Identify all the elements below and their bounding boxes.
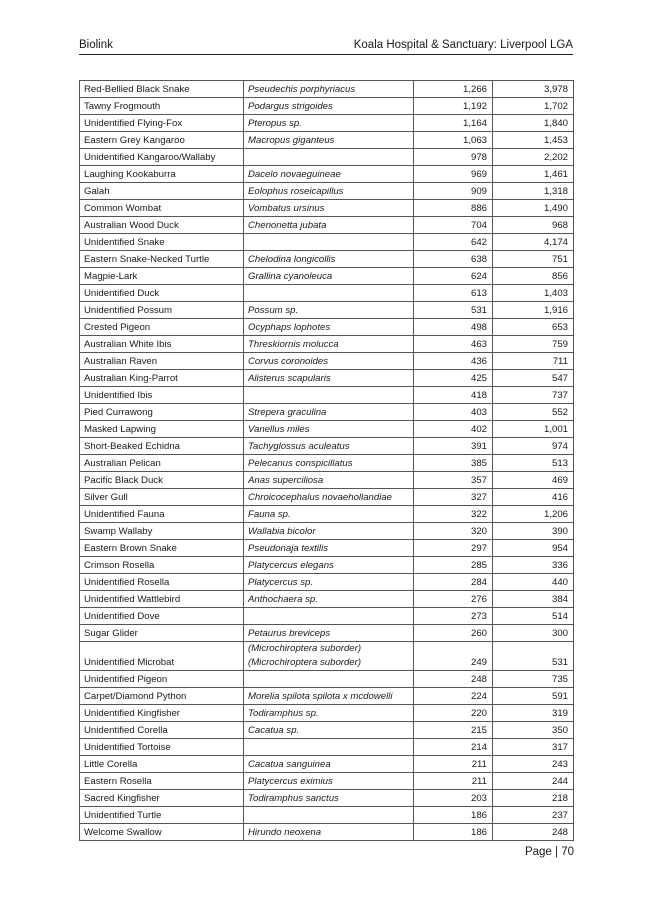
common-name-cell: Red-Bellied Black Snake [80, 81, 244, 98]
count-cell: 1,840 [493, 115, 574, 132]
count-cell: 276 [414, 591, 493, 608]
common-name-cell: Eastern Grey Kangaroo [80, 132, 244, 149]
count-cell: 320 [414, 523, 493, 540]
scientific-name-cell: Chenonetta jubata [244, 217, 414, 234]
common-name-cell: Carpet/Diamond Python [80, 688, 244, 705]
count-cell: 968 [493, 217, 574, 234]
table-row [80, 756, 574, 773]
table-row [80, 166, 574, 183]
table-row [80, 574, 574, 591]
table-row [80, 506, 574, 523]
count-cell: 624 [414, 268, 493, 285]
scientific-name-cell: Cacatua sanguinea [244, 756, 414, 773]
count-cell: 357 [414, 472, 493, 489]
scientific-name-cell: Vombatus ursinus [244, 200, 414, 217]
count-cell: 531 [414, 302, 493, 319]
scientific-name-cell: Strepera graculina [244, 404, 414, 421]
count-cell: 425 [414, 370, 493, 387]
table-row [80, 336, 574, 353]
common-name-cell: Unidentified Turtle [80, 807, 244, 824]
common-name-cell: Common Wombat [80, 200, 244, 217]
table-row [80, 722, 574, 739]
scientific-name-cell: Macropus giganteus [244, 132, 414, 149]
count-cell: 759 [493, 336, 574, 353]
scientific-name-cell: Possum sp. [244, 302, 414, 319]
count-cell: 1,266 [414, 81, 493, 98]
count-cell: 273 [414, 608, 493, 625]
count-cell: 1,192 [414, 98, 493, 115]
page-header [79, 38, 573, 55]
count-cell: 403 [414, 404, 493, 421]
page-number: Page | 70 [524, 846, 574, 858]
common-name-cell: Galah [80, 183, 244, 200]
scientific-name-cell [244, 739, 414, 756]
common-name-cell: Unidentified Dove [80, 608, 244, 625]
count-cell: 214 [414, 739, 493, 756]
count-cell: 203 [414, 790, 493, 807]
count-cell: 237 [493, 807, 574, 824]
count-cell: 3,978 [493, 81, 574, 98]
common-name-cell: Silver Gull [80, 489, 244, 506]
count-cell: 1,001 [493, 421, 574, 438]
count-cell: 2,202 [493, 149, 574, 166]
table-row [80, 824, 574, 841]
scientific-name-cell: Grallina cyanoleuca [244, 268, 414, 285]
scientific-name-cell [244, 671, 414, 688]
count-cell: 350 [493, 722, 574, 739]
count-cell: 249 [414, 642, 493, 671]
count-cell: 638 [414, 251, 493, 268]
table-row [80, 642, 574, 671]
scientific-name-cell: Alisterus scapularis [244, 370, 414, 387]
scientific-name-cell: Anas superciliosa [244, 472, 414, 489]
scientific-name-cell [244, 608, 414, 625]
table-row [80, 251, 574, 268]
table-row [80, 387, 574, 404]
table-row [80, 132, 574, 149]
common-name-cell: Swamp Wallaby [80, 523, 244, 540]
table-row [80, 688, 574, 705]
count-cell: 498 [414, 319, 493, 336]
count-cell: 547 [493, 370, 574, 387]
count-cell: 711 [493, 353, 574, 370]
header-report-title: Koala Hospital & Sanctuary: Liverpool LGA [353, 39, 573, 51]
common-name-cell: Masked Lapwing [80, 421, 244, 438]
scientific-name-cell: Hirundo neoxena [244, 824, 414, 841]
scientific-name-cell: Todiramphus sp. [244, 705, 414, 722]
scientific-name-cell: Wallabia bicolor [244, 523, 414, 540]
count-cell: 390 [493, 523, 574, 540]
count-cell: 1,403 [493, 285, 574, 302]
scientific-name-cell: Pelecanus conspicillatus [244, 455, 414, 472]
count-cell: 969 [414, 166, 493, 183]
common-name-cell: Crimson Rosella [80, 557, 244, 574]
count-cell: 1,164 [414, 115, 493, 132]
table-row [80, 790, 574, 807]
scientific-name-cell: Chroicocephalus novaehollandiae [244, 489, 414, 506]
count-cell: 591 [493, 688, 574, 705]
common-name-cell: Eastern Rosella [80, 773, 244, 790]
common-name-cell: Unidentified Microbat [80, 642, 244, 671]
count-cell: 613 [414, 285, 493, 302]
common-name-cell: Pied Currawong [80, 404, 244, 421]
count-cell: 244 [493, 773, 574, 790]
count-cell: 440 [493, 574, 574, 591]
count-cell: 297 [414, 540, 493, 557]
common-name-cell: Unidentified Duck [80, 285, 244, 302]
common-name-cell: Australian Wood Duck [80, 217, 244, 234]
scientific-name-cell: (Microchiroptera suborder) (Microchiroptera suborder) [244, 642, 414, 671]
count-cell: 300 [493, 625, 574, 642]
scientific-name-cell: Todiramphus sanctus [244, 790, 414, 807]
table-row [80, 234, 574, 251]
table-row [80, 472, 574, 489]
table-row [80, 739, 574, 756]
count-cell: 514 [493, 608, 574, 625]
count-cell: 886 [414, 200, 493, 217]
count-cell: 856 [493, 268, 574, 285]
count-cell: 751 [493, 251, 574, 268]
scientific-name-cell: Tachyglossus aculeatus [244, 438, 414, 455]
count-cell: 954 [493, 540, 574, 557]
table-row [80, 671, 574, 688]
count-cell: 978 [414, 149, 493, 166]
table-row [80, 625, 574, 642]
common-name-cell: Magpie-Lark [80, 268, 244, 285]
count-cell: 186 [414, 824, 493, 841]
table-row [80, 807, 574, 824]
common-name-cell: Unidentified Ibis [80, 387, 244, 404]
count-cell: 336 [493, 557, 574, 574]
scientific-name-cell: Pteropus sp. [244, 115, 414, 132]
table-row [80, 540, 574, 557]
common-name-cell: Unidentified Tortoise [80, 739, 244, 756]
common-name-cell: Australian White Ibis [80, 336, 244, 353]
scientific-name-cell: Petaurus breviceps [244, 625, 414, 642]
count-cell: 248 [414, 671, 493, 688]
table-row [80, 404, 574, 421]
count-cell: 260 [414, 625, 493, 642]
count-cell: 1,453 [493, 132, 574, 149]
table-row [80, 353, 574, 370]
count-cell: 218 [493, 790, 574, 807]
table-row [80, 268, 574, 285]
table-row [80, 81, 574, 98]
count-cell: 735 [493, 671, 574, 688]
scientific-name-cell: Anthochaera sp. [244, 591, 414, 608]
scientific-name-cell [244, 285, 414, 302]
count-cell: 531 [493, 642, 574, 671]
common-name-cell: Little Corella [80, 756, 244, 773]
table-row [80, 319, 574, 336]
count-cell: 552 [493, 404, 574, 421]
table-row [80, 438, 574, 455]
table-row [80, 557, 574, 574]
count-cell: 391 [414, 438, 493, 455]
table-row [80, 98, 574, 115]
scientific-name-cell: Morelia spilota spilota x mcdowelli [244, 688, 414, 705]
table-row [80, 302, 574, 319]
count-cell: 211 [414, 773, 493, 790]
count-cell: 1,702 [493, 98, 574, 115]
table-row [80, 370, 574, 387]
count-cell: 243 [493, 756, 574, 773]
common-name-cell: Australian King-Parrot [80, 370, 244, 387]
table-row [80, 183, 574, 200]
count-cell: 4,174 [493, 234, 574, 251]
count-cell: 653 [493, 319, 574, 336]
table-row [80, 523, 574, 540]
scientific-name-cell [244, 387, 414, 404]
count-cell: 215 [414, 722, 493, 739]
scientific-name-cell: Threskiornis molucca [244, 336, 414, 353]
common-name-cell: Unidentified Flying-Fox [80, 115, 244, 132]
scientific-name-cell: Platycercus eximius [244, 773, 414, 790]
common-name-cell: Unidentified Corella [80, 722, 244, 739]
count-cell: 513 [493, 455, 574, 472]
count-cell: 463 [414, 336, 493, 353]
count-cell: 224 [414, 688, 493, 705]
count-cell: 436 [414, 353, 493, 370]
count-cell: 974 [493, 438, 574, 455]
common-name-cell: Sacred Kingfisher [80, 790, 244, 807]
table-row [80, 455, 574, 472]
count-cell: 322 [414, 506, 493, 523]
common-name-cell: Sugar Glider [80, 625, 244, 642]
common-name-cell: Eastern Snake-Necked Turtle [80, 251, 244, 268]
common-name-cell: Laughing Kookaburra [80, 166, 244, 183]
count-cell: 1,916 [493, 302, 574, 319]
count-cell: 402 [414, 421, 493, 438]
count-cell: 704 [414, 217, 493, 234]
scientific-name-cell: Chelodina longicollis [244, 251, 414, 268]
common-name-cell: Unidentified Pigeon [80, 671, 244, 688]
count-cell: 1,490 [493, 200, 574, 217]
count-cell: 211 [414, 756, 493, 773]
count-cell: 418 [414, 387, 493, 404]
count-cell: 1,206 [493, 506, 574, 523]
count-cell: 186 [414, 807, 493, 824]
table-row [80, 608, 574, 625]
count-cell: 384 [493, 591, 574, 608]
count-cell: 909 [414, 183, 493, 200]
scientific-name-cell: Podargus strigoides [244, 98, 414, 115]
common-name-cell: Eastern Brown Snake [80, 540, 244, 557]
count-cell: 327 [414, 489, 493, 506]
scientific-name-cell: Pseudonaja textilis [244, 540, 414, 557]
count-cell: 1,063 [414, 132, 493, 149]
count-cell: 248 [493, 824, 574, 841]
common-name-cell: Pacific Black Duck [80, 472, 244, 489]
fauna-records-table [79, 80, 574, 841]
count-cell: 642 [414, 234, 493, 251]
table-row [80, 773, 574, 790]
common-name-cell: Unidentified Kangaroo/Wallaby [80, 149, 244, 166]
table-row [80, 421, 574, 438]
count-cell: 1,461 [493, 166, 574, 183]
scientific-name-cell: Ocyphaps lophotes [244, 319, 414, 336]
scientific-name-cell: Platycercus elegans [244, 557, 414, 574]
common-name-cell: Australian Pelican [80, 455, 244, 472]
count-cell: 385 [414, 455, 493, 472]
common-name-cell: Unidentified Fauna [80, 506, 244, 523]
scientific-name-cell: Platycercus sp. [244, 574, 414, 591]
count-cell: 319 [493, 705, 574, 722]
common-name-cell: Crested Pigeon [80, 319, 244, 336]
header-org: Biolink [79, 39, 113, 51]
fauna-table-body [80, 81, 574, 841]
scientific-name-cell: Pseudechis porphyriacus [244, 81, 414, 98]
count-cell: 469 [493, 472, 574, 489]
table-row [80, 285, 574, 302]
scientific-name-cell [244, 234, 414, 251]
count-cell: 284 [414, 574, 493, 591]
common-name-cell: Tawny Frogmouth [80, 98, 244, 115]
count-cell: 416 [493, 489, 574, 506]
scientific-name-cell [244, 807, 414, 824]
common-name-cell: Unidentified Snake [80, 234, 244, 251]
scientific-name-cell [244, 149, 414, 166]
common-name-cell: Unidentified Rosella [80, 574, 244, 591]
table-row [80, 489, 574, 506]
table-row [80, 705, 574, 722]
count-cell: 737 [493, 387, 574, 404]
count-cell: 220 [414, 705, 493, 722]
count-cell: 317 [493, 739, 574, 756]
scientific-name-cell: Dacelo novaeguineae [244, 166, 414, 183]
table-row [80, 217, 574, 234]
common-name-cell: Unidentified Wattlebird [80, 591, 244, 608]
common-name-cell: Unidentified Kingfisher [80, 705, 244, 722]
scientific-name-cell: Vanellus miles [244, 421, 414, 438]
scientific-name-cell: Fauna sp. [244, 506, 414, 523]
common-name-cell: Australian Raven [80, 353, 244, 370]
scientific-name-cell: Cacatua sp. [244, 722, 414, 739]
count-cell: 1,318 [493, 183, 574, 200]
table-row [80, 149, 574, 166]
table-row [80, 200, 574, 217]
scientific-name-cell: Corvus coronoides [244, 353, 414, 370]
count-cell: 285 [414, 557, 493, 574]
scientific-name-cell: Eolophus roseicapillus [244, 183, 414, 200]
common-name-cell: Unidentified Possum [80, 302, 244, 319]
common-name-cell: Welcome Swallow [80, 824, 244, 841]
table-row [80, 115, 574, 132]
table-row [80, 591, 574, 608]
common-name-cell: Short-Beaked Echidna [80, 438, 244, 455]
